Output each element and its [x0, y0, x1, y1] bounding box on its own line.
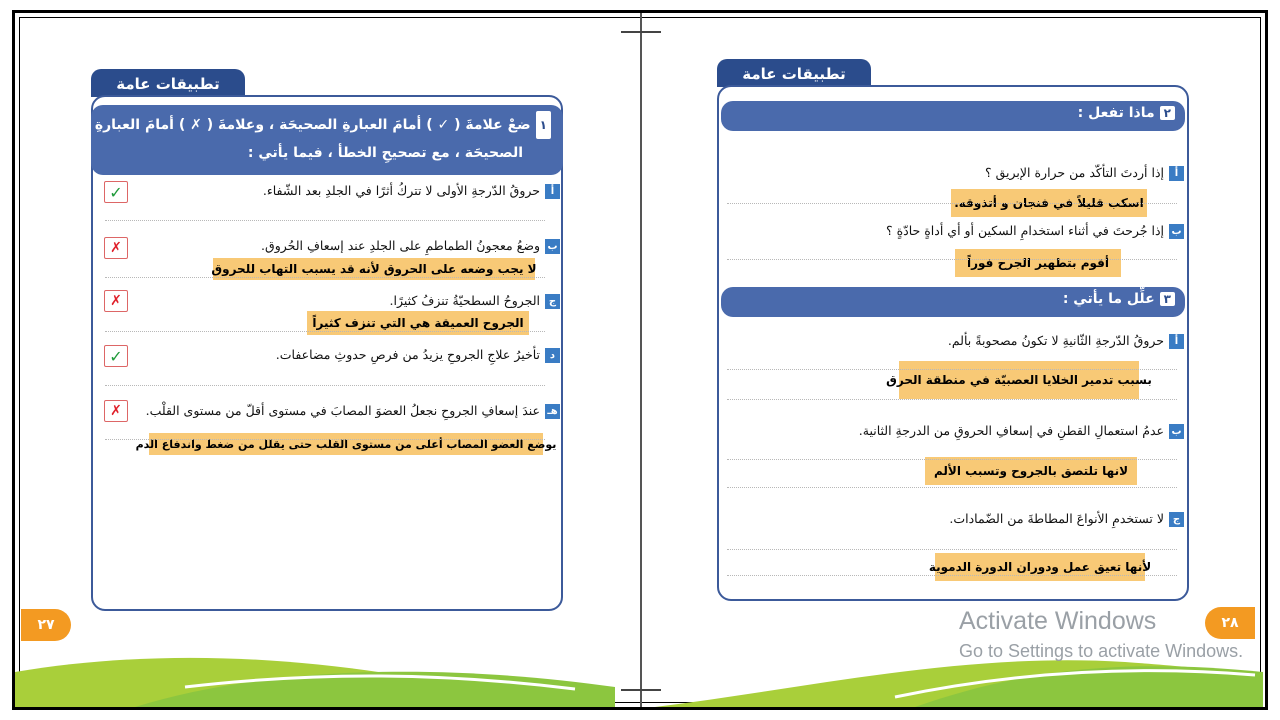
- section2-number: ٢: [1160, 106, 1175, 120]
- dotted-line: [105, 277, 545, 278]
- correction-c: الجروح العميقة هي التي تنزف كثيراً: [307, 311, 529, 335]
- dotted-line: [105, 439, 545, 440]
- left-item-a: [263, 183, 560, 199]
- dotted-line: [727, 549, 1177, 550]
- item-text: إذا أردتَ التأكّد من حرارة الإبريق ؟: [985, 165, 1164, 180]
- right-s3-item-b: [859, 423, 1184, 439]
- right-page-tab: تطبيقات عامة: [717, 59, 871, 87]
- dotted-line: [105, 220, 545, 221]
- correction-b: لا يجب وضعه على الحروق لأنه قد يسبب التهاب للحروق: [213, 258, 535, 280]
- section1-instruction-line2: الصحيحَة ، مع تصحيحِ الخطأ ، فيما يأتي :: [247, 145, 523, 161]
- item-letter: ب: [1169, 224, 1184, 239]
- correction-e: يوضع العضو المصاب أعلى من مستوى القلب حتى يقلل من ضغط واندفاع الدم: [149, 433, 543, 455]
- item-text: وضعُ معجونُ الطماطمِ على الجلدِ عند إسعافِ الحُروق.: [261, 238, 540, 253]
- dotted-line: [727, 259, 1177, 260]
- right-s2-item-b: [886, 223, 1184, 239]
- crop-mark: [621, 31, 661, 33]
- item-text: عندَ إسعافِ الجروحِ نجعلُ العضوَ المصابَ في مستوى أقلّ من مستوى القلْب.: [145, 403, 540, 418]
- cross-mark-icon: ✗: [110, 403, 122, 419]
- item-letter: أ: [1169, 334, 1184, 349]
- dotted-line: [727, 459, 1177, 460]
- item-letter: ج: [545, 294, 560, 309]
- section2-header: [721, 101, 1185, 131]
- section2-title: ماذا تفعل :: [1077, 105, 1155, 121]
- right-s3-item-c: [949, 511, 1184, 527]
- item-text: حروقُ الدّرجةِ الأولى لا تتركُ أثرًا في الجلدِ بعد الشّفاء.: [262, 183, 540, 198]
- item-letter: أ: [1169, 166, 1184, 181]
- left-item-d: [276, 347, 560, 363]
- item-text: لا تستخدمِ الأنواعَ المطاطةَ من الضّمادات.: [949, 511, 1164, 526]
- section1-header: [65, 105, 563, 175]
- answer-s3-a: بسبب تدمير الخلايا العصبيّة في منطقة الحرق: [899, 361, 1139, 399]
- item-letter: ج: [1169, 512, 1184, 527]
- cross-box: [104, 290, 128, 312]
- item-letter: هـ: [545, 404, 560, 419]
- item-letter: أ: [545, 184, 560, 199]
- book-spread: [12, 10, 1268, 710]
- section1-number: ١: [536, 111, 551, 139]
- check-mark-icon: ✓: [109, 182, 123, 202]
- item-letter: ب: [1169, 424, 1184, 439]
- dotted-line: [727, 487, 1177, 488]
- left-page-tab: تطبيقات عامة: [91, 69, 245, 97]
- dotted-line: [727, 575, 1177, 576]
- item-text: الجروحُ السطحيّةُ تنزفُ كثيرًا.: [389, 293, 540, 308]
- dotted-line: [105, 385, 545, 386]
- activate-windows-subtitle: Go to Settings to activate Windows.: [959, 641, 1244, 661]
- check-mark-icon: ✓: [109, 346, 123, 366]
- item-text: إذا جُرحتَ في أثناء استخدامِ السكين أو أي أداةٍ حادّةٍ ؟: [886, 223, 1164, 238]
- cross-mark-icon: ✗: [110, 240, 122, 256]
- answer-s2-a: اسكب قليلاً في فنجان و أتذوقه.: [951, 189, 1147, 217]
- item-text: عدمُ استعمالِ القطنِ في إسعافِ الحروقِ من الدرجةِ الثانية.: [858, 423, 1164, 438]
- check-box: [104, 181, 128, 203]
- item-letter: ب: [545, 239, 560, 254]
- dotted-line: [727, 369, 1177, 370]
- item-text: حروقُ الدّرجةِ الثّانيةِ لا تكونُ مصحوبةً بألم.: [947, 333, 1164, 348]
- answer-s2-b: أقوم بتطهير الجرح فوراً: [955, 249, 1121, 277]
- dotted-line: [727, 399, 1177, 400]
- right-s3-item-a: [948, 333, 1184, 349]
- dotted-line: [105, 331, 545, 332]
- green-wave-decoration: [15, 627, 1263, 707]
- answer-s3-c: لأنها تعيق عمل ودوران الدورة الدموية: [935, 553, 1145, 581]
- cross-box: [104, 400, 128, 422]
- activate-windows-title: Activate Windows: [959, 607, 1157, 635]
- cross-box: [104, 237, 128, 259]
- answer-s3-b: لانها تلتصق بالجروح وتسبب الألم: [925, 457, 1137, 485]
- section3-header: [721, 287, 1185, 317]
- book-spine: [640, 13, 642, 707]
- right-s2-item-a: [985, 165, 1184, 181]
- left-item-c: [390, 293, 560, 309]
- left-item-e: [146, 403, 560, 419]
- cross-mark-icon: ✗: [110, 293, 122, 309]
- item-text: تأخيرُ علاجِ الجروحِ يزيدُ من فرصِ حدوثِ مضاعفات.: [275, 347, 540, 362]
- check-box: [104, 345, 128, 367]
- section1-instruction-line1: ضعْ علامةَ ( ✓ ) أمامَ العبارةِ الصحيحَة ، وعلامةَ ( ✗ ) أمامَ العبارةِ غير: [65, 117, 531, 133]
- page-number-28: ٢٨: [1205, 607, 1255, 639]
- item-letter: د: [545, 348, 560, 363]
- page-number-27: ٢٧: [21, 609, 71, 641]
- left-item-b: [261, 238, 560, 254]
- dotted-line: [727, 203, 1177, 204]
- section3-title: علِّل ما يأتي :: [1062, 291, 1155, 307]
- section3-number: ٣: [1160, 292, 1175, 306]
